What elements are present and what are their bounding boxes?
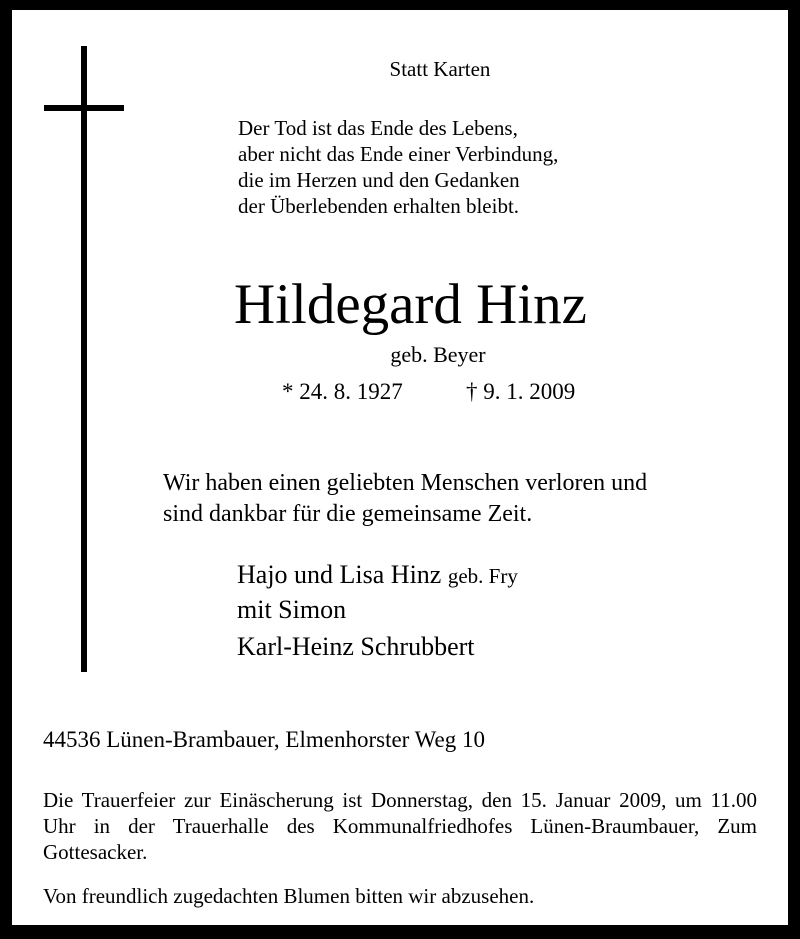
obituary-notice (12, 10, 788, 925)
quote-line: aber nicht das Ende einer Verbindung, (238, 142, 559, 166)
header-text: Statt Karten (389, 57, 491, 81)
family-line-1 (237, 562, 518, 588)
ceremony-text: Die Trauerfeier zur Einäscherung ist Donnerstag, den 15. Januar 2009, um 11.00 Uhr in der Trauerhalle des Kommunalfriedhofes Lünen-Braumbauer, Zum Gottesacker. (43, 788, 757, 864)
quote-line: die im Herzen und den Gedanken (238, 168, 520, 192)
quote (238, 115, 558, 219)
family-line-3: Karl-Heinz Schrubbert (237, 632, 475, 661)
family-maiden-name: geb. Fry (447, 564, 518, 588)
address: 44536 Lünen-Brambauer, Elmenhorster Weg 10 (43, 727, 485, 752)
cross-horizontal-bar (44, 105, 124, 111)
birth-date: * 24. 8. 1927 (282, 379, 403, 404)
family-names: Hajo und Lisa Hinz (237, 560, 442, 589)
closing-text: Von freundlich zugedachten Blumen bitten wir abzusehen. (43, 884, 535, 908)
quote-line: der Überlebenden erhalten bleibt. (238, 194, 520, 218)
verse-line: Wir haben einen geliebten Menschen verloren und (163, 470, 648, 496)
deceased-name: Hildegard Hinz (234, 273, 587, 336)
quote-line: Der Tod ist das Ende des Lebens, (238, 116, 518, 140)
maiden-name: geb. Beyer (390, 342, 486, 367)
death-date: † 9. 1. 2009 (466, 379, 576, 404)
family-line-2: mit Simon (237, 595, 347, 624)
verse-line: sind dankbar für die gemeinsame Zeit. (163, 501, 533, 527)
verse (163, 468, 647, 530)
